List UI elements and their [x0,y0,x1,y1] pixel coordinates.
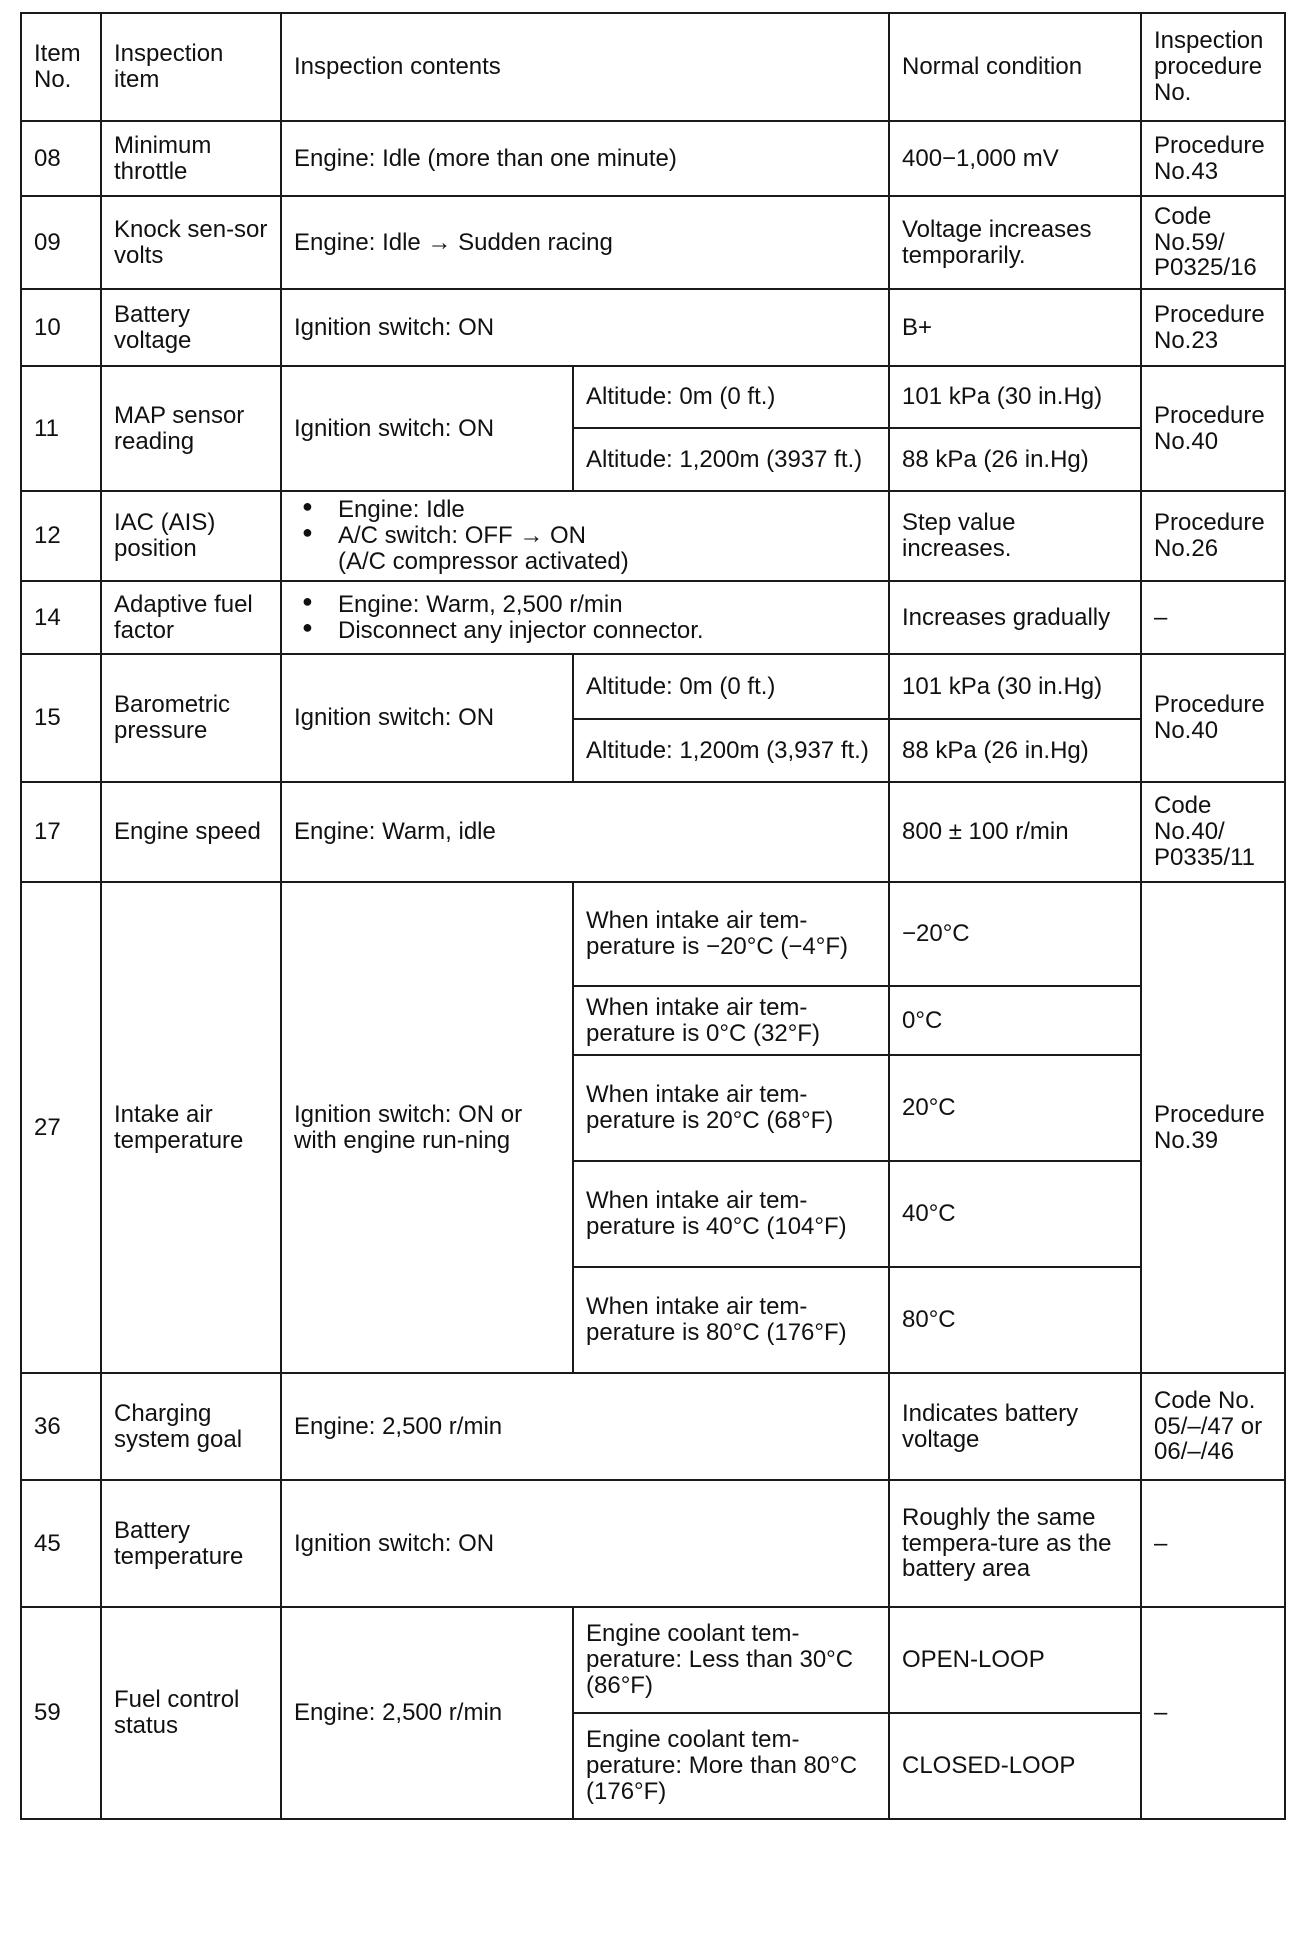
header-row [21,13,1285,121]
normal-condition: 101 kPa (30 in.Hg) [889,654,1141,719]
procedure-no: – [1141,581,1285,654]
bullet-item: ● Engine: Idle [294,497,876,523]
inspection-item: Intake air temperature [101,882,281,1373]
normal-condition: 20°C [889,1055,1141,1161]
inspection-contents [281,581,889,654]
inspection-condition: Altitude: 1,200m (3,937 ft.) [573,719,889,782]
item-no: 45 [21,1480,101,1607]
table-row [21,1480,1285,1607]
bullet-item: ● Disconnect any injector connector. [294,618,876,644]
inspection-condition: When intake air tem-perature is 0°C (32°F) [573,986,889,1055]
inspection-contents: Ignition switch: ON [281,366,573,491]
procedure-no: Procedure No.23 [1141,289,1285,366]
procedure-no: Code No. 05/–/47 or 06/–/46 [1141,1373,1285,1480]
inspection-condition: When intake air tem-perature is 20°C (68°F) [573,1055,889,1161]
procedure-no: Code No.40/ P0335/11 [1141,782,1285,882]
table-row [21,882,1285,986]
table-row [21,1607,1285,1713]
procedure-no: Procedure No.40 [1141,366,1285,491]
inspection-item: Minimum throttle [101,121,281,196]
inspection-contents: Engine: 2,500 r/min [281,1373,889,1480]
table-row [21,289,1285,366]
inspection-condition: Altitude: 0m (0 ft.) [573,366,889,428]
item-no: 11 [21,366,101,491]
table-row [21,581,1285,654]
inspection-item: Charging system goal [101,1373,281,1480]
normal-condition: 80°C [889,1267,1141,1373]
item-no: 09 [21,196,101,289]
normal-condition: Roughly the same tempera-ture as the battery area [889,1480,1141,1607]
table-row [21,782,1285,882]
inspection-item: Battery temperature [101,1480,281,1607]
header-inspection-item: Inspection item [101,13,281,121]
item-no: 12 [21,491,101,581]
bullet-list [294,497,876,575]
normal-condition: 101 kPa (30 in.Hg) [889,366,1141,428]
bullet-text: A/C switch: OFF → ON [338,522,587,550]
header-item-no: Item No. [21,13,101,121]
inspection-contents: Ignition switch: ON or with engine run-ning [281,882,573,1373]
bullet-item [294,523,876,575]
normal-condition: CLOSED-LOOP [889,1713,1141,1819]
inspection-item: Adaptive fuel factor [101,581,281,654]
table-row [21,1373,1285,1480]
inspection-item: IAC (AIS) position [101,491,281,581]
inspection-condition: Engine coolant tem-perature: Less than 30°C (86°F) [573,1607,889,1713]
item-no: 27 [21,882,101,1373]
inspection-condition: When intake air tem-perature is 40°C (104°F) [573,1161,889,1267]
normal-condition: 0°C [889,986,1141,1055]
normal-condition: 800 ± 100 r/min [889,782,1141,882]
normal-condition: Increases gradually [889,581,1141,654]
procedure-no: Procedure No.26 [1141,491,1285,581]
inspection-item: Knock sen-sor volts [101,196,281,289]
inspection-item: Fuel control status [101,1607,281,1819]
normal-condition: −20°C [889,882,1141,986]
inspection-item: Barometric pressure [101,654,281,782]
procedure-no: Procedure No.43 [1141,121,1285,196]
procedure-no: Procedure No.39 [1141,882,1285,1373]
header-inspection-contents: Inspection contents [281,13,889,121]
header-normal-condition: Normal condition [889,13,1141,121]
table-row [21,366,1285,428]
inspection-condition: Altitude: 1,200m (3937 ft.) [573,428,889,491]
item-no: 14 [21,581,101,654]
inspection-condition: Altitude: 0m (0 ft.) [573,654,889,719]
item-no: 59 [21,1607,101,1819]
inspection-contents: Engine: Idle (more than one minute) [281,121,889,196]
item-no: 36 [21,1373,101,1480]
bullet-item: ● Engine: Warm, 2,500 r/min [294,592,876,618]
procedure-no: Code No.59/ P0325/16 [1141,196,1285,289]
header-procedure-no: Inspection procedure No. [1141,13,1285,121]
inspection-condition: When intake air tem-perature is −20°C (−4°F) [573,882,889,986]
inspection-item: Engine speed [101,782,281,882]
normal-condition: B+ [889,289,1141,366]
inspection-condition: Engine coolant tem-perature: More than 80°C (176°F) [573,1713,889,1819]
procedure-no: – [1141,1607,1285,1819]
inspection-contents [281,491,889,581]
inspection-contents: Ignition switch: ON [281,1480,889,1607]
item-no: 15 [21,654,101,782]
bullet-subtext: (A/C compressor activated) [338,547,629,575]
normal-condition: 40°C [889,1161,1141,1267]
normal-condition: 400−1,000 mV [889,121,1141,196]
table-row [21,654,1285,719]
inspection-item: Battery voltage [101,289,281,366]
inspection-table [20,12,1286,1820]
table-row [21,121,1285,196]
inspection-contents: Engine: 2,500 r/min [281,1607,573,1819]
procedure-no: – [1141,1480,1285,1607]
item-no: 17 [21,782,101,882]
normal-condition: 88 kPa (26 in.Hg) [889,428,1141,491]
table-row [21,196,1285,289]
inspection-condition: When intake air tem-perature is 80°C (176°F) [573,1267,889,1373]
normal-condition: 88 kPa (26 in.Hg) [889,719,1141,782]
bullet-list [294,592,876,644]
inspection-item: MAP sensor reading [101,366,281,491]
procedure-no: Procedure No.40 [1141,654,1285,782]
normal-condition: Voltage increases temporarily. [889,196,1141,289]
item-no: 10 [21,289,101,366]
inspection-contents: Ignition switch: ON [281,289,889,366]
table-row [21,491,1285,581]
item-no: 08 [21,121,101,196]
inspection-contents: Ignition switch: ON [281,654,573,782]
inspection-contents: Engine: Idle → Sudden racing [281,196,889,289]
inspection-contents: Engine: Warm, idle [281,782,889,882]
normal-condition: Step value increases. [889,491,1141,581]
normal-condition: Indicates battery voltage [889,1373,1141,1480]
normal-condition: OPEN-LOOP [889,1607,1141,1713]
